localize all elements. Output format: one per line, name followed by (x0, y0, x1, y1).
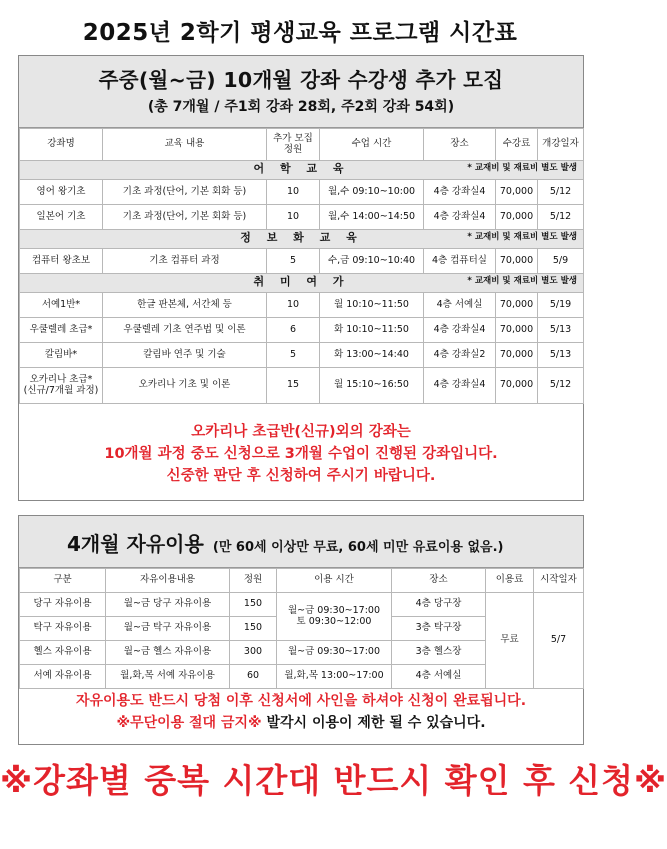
category-cell (20, 274, 584, 293)
section-subtitle: (총 7개월 / 주1회 강좌 28회, 주2회 강좌 54회) (147, 99, 455, 115)
column-header: 정원 (230, 569, 277, 593)
fee-cell: 무료 (486, 593, 534, 689)
table-cell: 70,000 (496, 180, 538, 205)
ten-month-course-section (18, 55, 584, 501)
table-cell: 기초 컴퓨터 과정 (103, 249, 267, 274)
warning-detail: 발각시 이용이 제한 될 수 있습니다. (261, 715, 486, 731)
table-cell: 월~금 탁구 자유이용 (106, 617, 230, 641)
table-row (20, 343, 584, 368)
table-cell: 70,000 (496, 205, 538, 230)
column-header: 개강일자 (538, 129, 584, 161)
notice-line: 오카리나 초급반(신규)외의 강좌는 (191, 424, 411, 440)
table-cell: 5/19 (538, 293, 584, 318)
table-cell: 150 (230, 617, 277, 641)
table-cell: 서예 자유이용 (20, 665, 106, 689)
table-cell: 한글 판본체, 서간체 등 (103, 293, 267, 318)
footer-warning: ※강좌별 중복 시간대 반드시 확인 후 신청※ (0, 761, 667, 800)
warning-text: ※무단이용 절대 금지※ (116, 715, 262, 731)
table-row (20, 249, 584, 274)
free-use-table (19, 568, 584, 689)
table-cell: 5 (267, 343, 320, 368)
course-notice (19, 421, 583, 487)
table-cell: 4층 서예실 (392, 665, 486, 689)
category-note: * 교재비 및 재료비 별도 발생 (467, 276, 577, 286)
table-cell: 우쿨렐레 기초 연주법 및 이론 (103, 318, 267, 343)
table-cell: 당구 자유이용 (20, 593, 106, 617)
column-header: 장소 (392, 569, 486, 593)
table-cell: 70,000 (496, 293, 538, 318)
column-header: 시작일자 (534, 569, 584, 593)
table-cell: 5/13 (538, 318, 584, 343)
table-cell: 5 (267, 249, 320, 274)
category-name: 취 미 여 가 (253, 275, 350, 288)
category-name: 어 학 교 육 (253, 162, 350, 175)
column-header: 이용 시간 (277, 569, 392, 593)
table-cell: 영어 왕기초 (20, 180, 103, 205)
table-cell: 탁구 자유이용 (20, 617, 106, 641)
category-note: * 교재비 및 재료비 별도 발생 (467, 232, 577, 242)
table-cell: 70,000 (496, 368, 538, 404)
notice-line: 10개월 과정 중도 신청으로 3개월 수업이 진행된 강좌입니다. (104, 446, 498, 462)
table-row (20, 318, 584, 343)
table-cell: 월,수 09:10~10:00 (320, 180, 424, 205)
table-cell: 칼림바* (20, 343, 103, 368)
table-cell: 4층 강좌실4 (424, 205, 496, 230)
table-cell: 5/12 (538, 205, 584, 230)
table-cell: 300 (230, 641, 277, 665)
table-cell: 4층 컴퓨터실 (424, 249, 496, 274)
notice-line: 자유이용도 반드시 당첨 이후 신청서에 사인을 하셔야 신청이 완료됩니다. (75, 693, 527, 709)
category-cell (20, 161, 584, 180)
category-note: * 교재비 및 재료비 별도 발생 (467, 163, 577, 173)
table-cell: 월 10:10~11:50 (320, 293, 424, 318)
course-table (19, 128, 584, 404)
table-cell: 150 (230, 593, 277, 617)
category-cell (20, 230, 584, 249)
table-cell: 월,수 14:00~14:50 (320, 205, 424, 230)
section-title: 4개월 자유이용 (67, 532, 204, 556)
table-cell: 4층 당구장 (392, 593, 486, 617)
section-header (19, 56, 583, 128)
table-cell: 3층 탁구장 (392, 617, 486, 641)
free-use-section (18, 515, 584, 745)
column-header: 구분 (20, 569, 106, 593)
table-cell: 10 (267, 205, 320, 230)
section-header (19, 516, 583, 568)
table-cell: 10 (267, 180, 320, 205)
table-header-row (20, 129, 584, 161)
category-row (20, 274, 584, 293)
table-cell: 4층 강좌실4 (424, 180, 496, 205)
column-header: 수강료 (496, 129, 538, 161)
table-cell: 컴퓨터 왕초보 (20, 249, 103, 274)
table-row (20, 593, 584, 617)
table-cell: 화 13:00~14:40 (320, 343, 424, 368)
table-cell: 6 (267, 318, 320, 343)
table-cell: 기초 과정(단어, 기본 회화 등) (103, 205, 267, 230)
column-header: 이용료 (486, 569, 534, 593)
table-row (20, 205, 584, 230)
table-cell: 오카리나 초급* (신규/7개월 과정) (20, 368, 103, 404)
table-row (20, 368, 584, 404)
page-title: 2025년 2학기 평생교육 프로그램 시간표 (82, 20, 518, 46)
table-cell: 월~금 당구 자유이용 (106, 593, 230, 617)
section-subtitle: (만 60세 이상만 무료, 60세 미만 유료이용 없음.) (212, 540, 504, 555)
table-cell: 5/13 (538, 343, 584, 368)
usage-time-cell: 월,화,목 13:00~17:00 (277, 665, 392, 689)
table-cell: 오카리나 기초 및 이론 (103, 368, 267, 404)
table-cell: 우쿨렐레 초급* (20, 318, 103, 343)
table-cell: 70,000 (496, 343, 538, 368)
start-date-cell: 5/7 (534, 593, 584, 689)
table-cell: 4층 강좌실2 (424, 343, 496, 368)
table-cell: 화 10:10~11:50 (320, 318, 424, 343)
column-header: 강좌명 (20, 129, 103, 161)
table-cell: 기초 과정(단어, 기본 회화 등) (103, 180, 267, 205)
usage-time-cell: 월~금 09:30~17:00 (277, 641, 392, 665)
category-name: 정 보 화 교 육 (240, 231, 363, 244)
column-header: 추가 모집 정원 (267, 129, 320, 161)
category-row (20, 161, 584, 180)
table-cell: 5/9 (538, 249, 584, 274)
table-cell: 칼림바 연주 및 기술 (103, 343, 267, 368)
table-cell: 3층 헬스장 (392, 641, 486, 665)
table-row (20, 180, 584, 205)
section-title: 주중(월~금) 10개월 강좌 수강생 추가 모집 (98, 68, 504, 92)
table-cell: 10 (267, 293, 320, 318)
table-header-row (20, 569, 584, 593)
column-header: 장소 (424, 129, 496, 161)
table-cell: 4층 강좌실4 (424, 318, 496, 343)
usage-time-cell: 월~금 09:30~17:00 토 09:30~12:00 (277, 593, 392, 641)
notice-line: 신중한 판단 후 신청하여 주시기 바랍니다. (166, 468, 436, 484)
table-cell: 5/12 (538, 368, 584, 404)
column-header: 자유이용내용 (106, 569, 230, 593)
notice-line (19, 712, 583, 734)
table-cell: 4층 강좌실4 (424, 368, 496, 404)
column-header: 교육 내용 (103, 129, 267, 161)
table-cell: 4층 서예실 (424, 293, 496, 318)
category-row (20, 230, 584, 249)
free-use-notice (19, 690, 583, 734)
table-cell: 월,화,목 서예 자유이용 (106, 665, 230, 689)
table-cell: 60 (230, 665, 277, 689)
table-cell: 헬스 자유이용 (20, 641, 106, 665)
table-row (20, 293, 584, 318)
table-cell: 5/12 (538, 180, 584, 205)
table-cell: 수,금 09:10~10:40 (320, 249, 424, 274)
table-cell: 월 15:10~16:50 (320, 368, 424, 404)
table-cell: 70,000 (496, 249, 538, 274)
table-cell: 15 (267, 368, 320, 404)
column-header: 수업 시간 (320, 129, 424, 161)
table-cell: 70,000 (496, 318, 538, 343)
table-cell: 일본어 기초 (20, 205, 103, 230)
table-cell: 서예1반* (20, 293, 103, 318)
table-cell: 월~금 헬스 자유이용 (106, 641, 230, 665)
